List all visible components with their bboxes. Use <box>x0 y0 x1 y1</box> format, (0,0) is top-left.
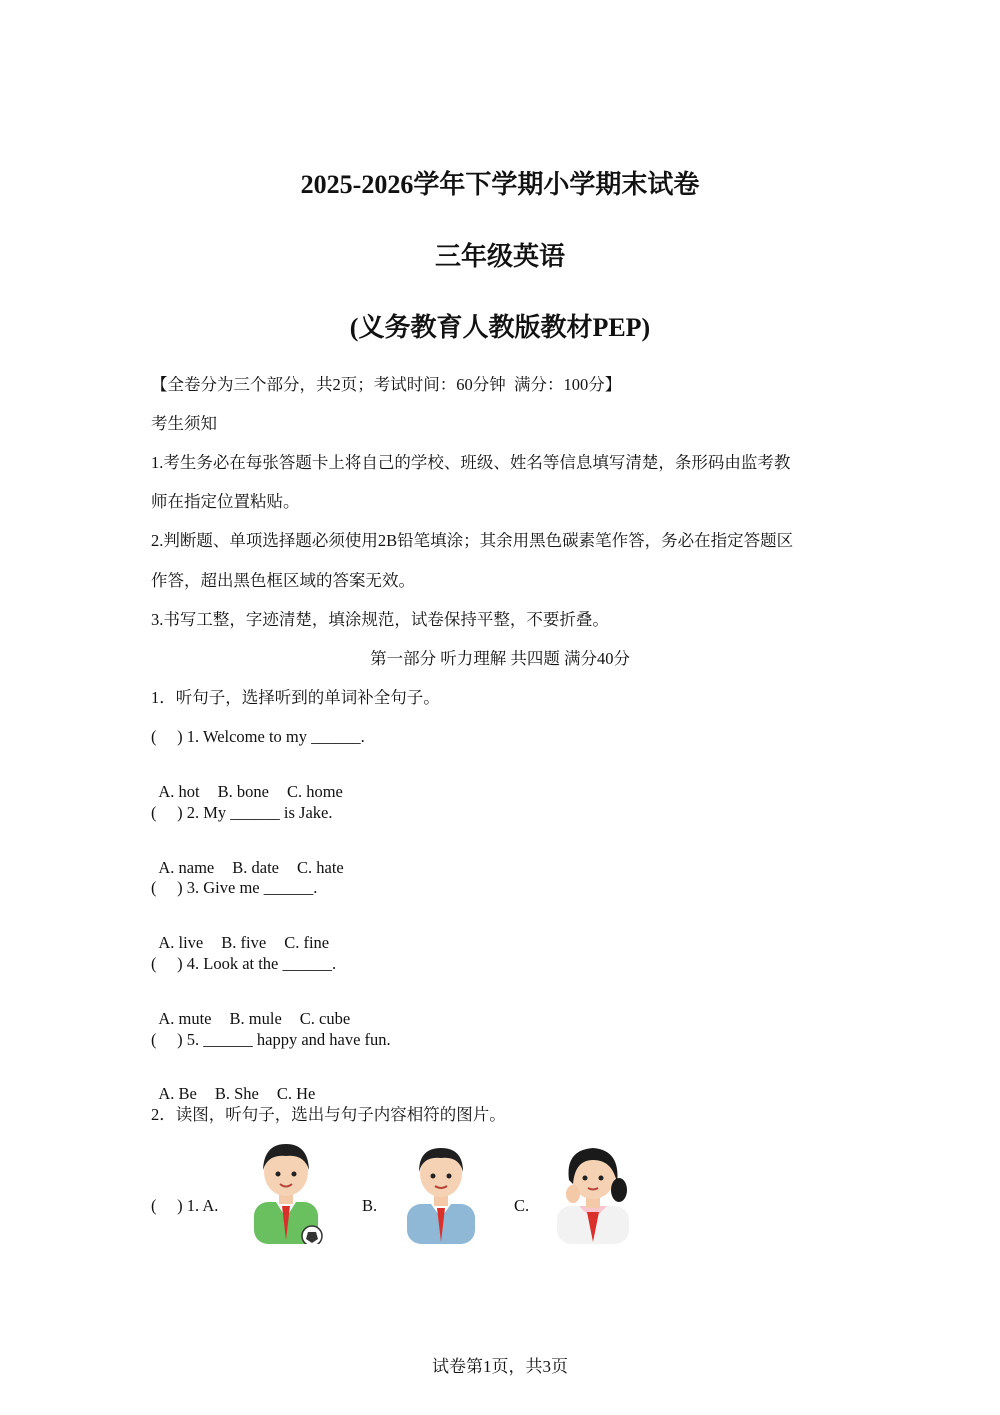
exam-subtitle-grade: 三年级英语 <box>434 242 565 271</box>
question-options <box>151 767 361 800</box>
question-stem: ( ) 5. ______ happy and have fun. <box>151 1030 391 1049</box>
option-c: C. He <box>276 1083 316 1103</box>
boy-with-ball-picture <box>246 1140 326 1244</box>
question-options <box>151 994 368 1027</box>
choice-label-c: C. <box>514 1196 530 1215</box>
notice-line: 1.考生务必在每张答题卡上将自己的学校、班级、姓名等信息填写清楚，条形码由监考教 <box>151 453 791 472</box>
option-a: A. hot <box>158 781 200 801</box>
option-c: C. cube <box>299 1008 351 1028</box>
notice-line: 2.判断题、单项选择题必须使用2B铅笔填涂；其余用黑色碳素笔作答，务必在指定答题区 <box>151 531 794 550</box>
exam-subtitle-edition: (义务教育人教版教材PEP) <box>349 313 651 342</box>
page-footer: 试卷第1页，共3页 <box>432 1357 568 1376</box>
option-b: B. date <box>232 857 279 877</box>
notice-line: 师在指定位置粘贴。 <box>151 492 300 511</box>
question-1-title: 1．听句子，选择听到的单词补全句子。 <box>151 688 440 707</box>
option-c: C. home <box>286 781 343 801</box>
option-a: A. name <box>158 857 215 877</box>
question-stem: ( ) 1. Welcome to my ______. <box>151 727 365 746</box>
girl-thinking-picture <box>551 1140 635 1244</box>
option-a: A. live <box>158 932 204 952</box>
boy-in-uniform-picture <box>401 1140 481 1244</box>
notice-heading: 考生须知 <box>151 414 217 433</box>
option-c: C. hate <box>297 857 344 877</box>
notice-line: 3.书写工整，字迹清楚，填涂规范，试卷保持平整，不要折叠。 <box>151 610 609 629</box>
option-b: B. mule <box>229 1008 282 1028</box>
option-b: B. She <box>214 1083 259 1103</box>
option-c: C. fine <box>284 932 330 952</box>
question-options <box>151 918 347 951</box>
picture-choice-row <box>151 1140 671 1244</box>
question-options <box>151 843 362 876</box>
choice-prefix-a: ( ) 1. A. <box>151 1196 219 1215</box>
option-b: B. bone <box>217 781 269 801</box>
option-a: A. mute <box>158 1008 212 1028</box>
notice-line: 作答，超出黑色框区域的答案无效。 <box>151 571 415 590</box>
option-b: B. five <box>221 932 267 952</box>
question-stem: ( ) 2. My ______ is Jake. <box>151 803 333 822</box>
choice-label-b: B. <box>362 1196 378 1215</box>
part1-title: 第一部分 听力理解 共四题 满分40分 <box>370 649 630 668</box>
question-2-title: 2．读图，听句子，选出与句子内容相符的图片。 <box>151 1105 506 1124</box>
question-options <box>151 1069 333 1102</box>
question-stem: ( ) 3. Give me ______. <box>151 878 318 897</box>
exam-title: 2025-2026学年下学期小学期末试卷 <box>300 170 700 199</box>
option-a: A. Be <box>158 1083 197 1103</box>
question-stem: ( ) 4. Look at the ______. <box>151 954 337 973</box>
exam-info: 【全卷分为三个部分，共2页；考试时间：60分钟 满分：100分】 <box>151 375 622 394</box>
